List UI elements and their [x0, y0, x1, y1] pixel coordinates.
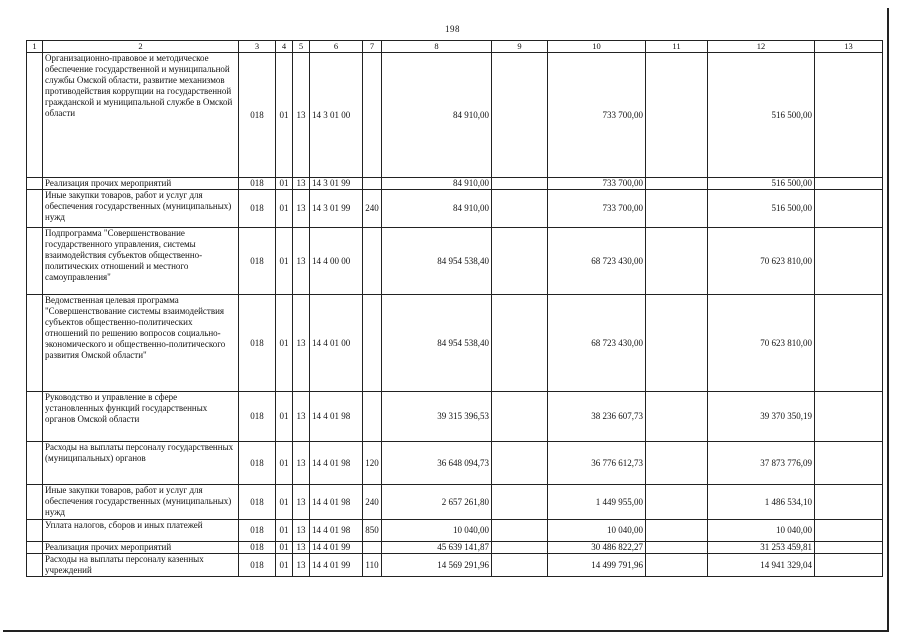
amount-col13-cell: [815, 228, 883, 295]
table-row: [27, 190, 883, 228]
amount-col10-cell: 30 486 822,27: [548, 542, 646, 554]
row-number-cell: [27, 228, 43, 295]
table-row: [27, 520, 883, 542]
row-number-cell: [27, 542, 43, 554]
amount-col10-cell: 68 723 430,00: [548, 295, 646, 392]
row-number-cell: [27, 392, 43, 442]
expense-type-cell: [363, 228, 382, 295]
amount-col9-cell: [492, 485, 548, 520]
row-number-cell: [27, 295, 43, 392]
table-row: [27, 542, 883, 554]
table-row: [27, 485, 883, 520]
amount-col11-cell: [646, 442, 708, 485]
expense-type-cell: 240: [363, 190, 382, 228]
section-code-cell: 01: [276, 178, 293, 190]
amount-col13-cell: [815, 554, 883, 577]
expense-type-cell: 120: [363, 442, 382, 485]
amount-col10-cell: 733 700,00: [548, 178, 646, 190]
amount-col9-cell: [492, 542, 548, 554]
subsection-code-cell: 13: [293, 442, 310, 485]
row-number-cell: [27, 442, 43, 485]
section-code-cell: 01: [276, 554, 293, 577]
expense-type-cell: [363, 542, 382, 554]
column-header-12: 12: [708, 41, 815, 53]
item-name-cell: Руководство и управление в сфере установленных функций государственных органов Омской области: [43, 392, 239, 442]
amount-col11-cell: [646, 228, 708, 295]
table-row: [27, 178, 883, 190]
row-number-cell: [27, 190, 43, 228]
target-article-cell: 14 4 01 99: [310, 554, 363, 577]
expense-type-cell: 240: [363, 485, 382, 520]
amount-col13-cell: [815, 190, 883, 228]
budget-table: [26, 40, 883, 577]
column-header-8: 8: [382, 41, 492, 53]
target-article-cell: 14 4 01 99: [310, 542, 363, 554]
ministry-code-cell: 018: [239, 190, 276, 228]
subsection-code-cell: 13: [293, 542, 310, 554]
item-name-cell: Организационно-правовое и методическое обеспечение государственной и муниципальной службы Омской области, развитие механизмов противодействия коррупции на государственной гражданской и муниципальной службе в Омской области: [43, 53, 239, 178]
amount-col9-cell: [492, 520, 548, 542]
section-code-cell: 01: [276, 520, 293, 542]
amount-col9-cell: [492, 190, 548, 228]
amount-col12-cell: 39 370 350,19: [708, 392, 815, 442]
amount-col9-cell: [492, 228, 548, 295]
table-row: [27, 392, 883, 442]
amount-col8-cell: 36 648 094,73: [382, 442, 492, 485]
row-number-cell: [27, 53, 43, 178]
subsection-code-cell: 13: [293, 53, 310, 178]
section-code-cell: 01: [276, 53, 293, 178]
table-row: [27, 295, 883, 392]
row-number-cell: [27, 485, 43, 520]
amount-col10-cell: 38 236 607,73: [548, 392, 646, 442]
column-header-2: 2: [43, 41, 239, 53]
ministry-code-cell: 018: [239, 554, 276, 577]
amount-col8-cell: 84 954 538,40: [382, 295, 492, 392]
ministry-code-cell: 018: [239, 520, 276, 542]
column-header-1: 1: [27, 41, 43, 53]
amount-col11-cell: [646, 178, 708, 190]
amount-col10-cell: 1 449 955,00: [548, 485, 646, 520]
amount-col12-cell: 31 253 459,81: [708, 542, 815, 554]
ministry-code-cell: 018: [239, 295, 276, 392]
amount-col11-cell: [646, 554, 708, 577]
row-number-cell: [27, 520, 43, 542]
ministry-code-cell: 018: [239, 542, 276, 554]
subsection-code-cell: 13: [293, 485, 310, 520]
amount-col12-cell: 1 486 534,10: [708, 485, 815, 520]
amount-col8-cell: 10 040,00: [382, 520, 492, 542]
ministry-code-cell: 018: [239, 53, 276, 178]
amount-col12-cell: 70 623 810,00: [708, 228, 815, 295]
column-header-5: 5: [293, 41, 310, 53]
subsection-code-cell: 13: [293, 295, 310, 392]
amount-col13-cell: [815, 520, 883, 542]
target-article-cell: 14 4 01 98: [310, 442, 363, 485]
amount-col13-cell: [815, 178, 883, 190]
item-name-cell: Расходы на выплаты персоналу казенных учреждений: [43, 554, 239, 577]
amount-col10-cell: 68 723 430,00: [548, 228, 646, 295]
amount-col8-cell: 84 954 538,40: [382, 228, 492, 295]
amount-col8-cell: 84 910,00: [382, 178, 492, 190]
row-number-cell: [27, 178, 43, 190]
section-code-cell: 01: [276, 190, 293, 228]
amount-col12-cell: 516 500,00: [708, 53, 815, 178]
amount-col12-cell: 37 873 776,09: [708, 442, 815, 485]
column-header-6: 6: [310, 41, 363, 53]
target-article-cell: 14 3 01 99: [310, 178, 363, 190]
amount-col11-cell: [646, 485, 708, 520]
amount-col12-cell: 516 500,00: [708, 190, 815, 228]
expense-type-cell: [363, 178, 382, 190]
amount-col11-cell: [646, 295, 708, 392]
amount-col12-cell: 70 623 810,00: [708, 295, 815, 392]
subsection-code-cell: 13: [293, 392, 310, 442]
target-article-cell: 14 4 01 98: [310, 392, 363, 442]
item-name-cell: Иные закупки товаров, работ и услуг для обеспечения государственных (муниципальных) нужд: [43, 485, 239, 520]
amount-col10-cell: 733 700,00: [548, 190, 646, 228]
target-article-cell: 14 4 01 98: [310, 485, 363, 520]
subsection-code-cell: 13: [293, 554, 310, 577]
amount-col9-cell: [492, 295, 548, 392]
expense-type-cell: [363, 392, 382, 442]
item-name-cell: Подпрограмма "Совершенствование государственного управления, системы взаимодействия субъектов общественно-политических отношений и местного самоуправления": [43, 228, 239, 295]
subsection-code-cell: 13: [293, 520, 310, 542]
amount-col10-cell: 10 040,00: [548, 520, 646, 542]
page-number: 198: [445, 24, 460, 34]
column-header-3: 3: [239, 41, 276, 53]
amount-col13-cell: [815, 295, 883, 392]
amount-col8-cell: 84 910,00: [382, 190, 492, 228]
column-header-9: 9: [492, 41, 548, 53]
amount-col9-cell: [492, 178, 548, 190]
expense-type-cell: [363, 295, 382, 392]
amount-col9-cell: [492, 392, 548, 442]
amount-col11-cell: [646, 392, 708, 442]
amount-col11-cell: [646, 53, 708, 178]
target-article-cell: 14 3 01 00: [310, 53, 363, 178]
item-name-cell: Расходы на выплаты персоналу государственных (муниципальных) органов: [43, 442, 239, 485]
item-name-cell: Ведомственная целевая программа "Совершенствование системы взаимодействия субъектов общественно-политических отношений по решению вопросов социально-экономического и общественно-политического развития Омской области": [43, 295, 239, 392]
amount-col10-cell: 36 776 612,73: [548, 442, 646, 485]
section-code-cell: 01: [276, 485, 293, 520]
column-header-7: 7: [363, 41, 382, 53]
amount-col8-cell: 84 910,00: [382, 53, 492, 178]
amount-col8-cell: 45 639 141,87: [382, 542, 492, 554]
subsection-code-cell: 13: [293, 190, 310, 228]
amount-col8-cell: 39 315 396,53: [382, 392, 492, 442]
table-row: [27, 53, 883, 178]
row-number-cell: [27, 554, 43, 577]
amount-col9-cell: [492, 554, 548, 577]
subsection-code-cell: 13: [293, 228, 310, 295]
table-row: [27, 228, 883, 295]
amount-col9-cell: [492, 53, 548, 178]
item-name-cell: Реализация прочих мероприятий: [43, 542, 239, 554]
target-article-cell: 14 4 01 98: [310, 520, 363, 542]
amount-col13-cell: [815, 53, 883, 178]
section-code-cell: 01: [276, 392, 293, 442]
expense-type-cell: 110: [363, 554, 382, 577]
ministry-code-cell: 018: [239, 442, 276, 485]
amount-col8-cell: 14 569 291,96: [382, 554, 492, 577]
ministry-code-cell: 018: [239, 178, 276, 190]
amount-col12-cell: 516 500,00: [708, 178, 815, 190]
section-code-cell: 01: [276, 542, 293, 554]
target-article-cell: 14 4 00 00: [310, 228, 363, 295]
column-header-4: 4: [276, 41, 293, 53]
ministry-code-cell: 018: [239, 392, 276, 442]
section-code-cell: 01: [276, 295, 293, 392]
amount-col13-cell: [815, 485, 883, 520]
header-row: [27, 41, 883, 53]
target-article-cell: 14 3 01 99: [310, 190, 363, 228]
item-name-cell: Иные закупки товаров, работ и услуг для обеспечения государственных (муниципальных) нужд: [43, 190, 239, 228]
column-header-13: 13: [815, 41, 883, 53]
amount-col9-cell: [492, 442, 548, 485]
expense-type-cell: 850: [363, 520, 382, 542]
target-article-cell: 14 4 01 00: [310, 295, 363, 392]
column-header-11: 11: [646, 41, 708, 53]
amount-col12-cell: 14 941 329,04: [708, 554, 815, 577]
amount-col13-cell: [815, 442, 883, 485]
amount-col8-cell: 2 657 261,80: [382, 485, 492, 520]
item-name-cell: Реализация прочих мероприятий: [43, 178, 239, 190]
table-row: [27, 442, 883, 485]
section-code-cell: 01: [276, 442, 293, 485]
column-header-10: 10: [548, 41, 646, 53]
ministry-code-cell: 018: [239, 228, 276, 295]
section-code-cell: 01: [276, 228, 293, 295]
amount-col11-cell: [646, 542, 708, 554]
amount-col13-cell: [815, 542, 883, 554]
amount-col12-cell: 10 040,00: [708, 520, 815, 542]
amount-col11-cell: [646, 190, 708, 228]
subsection-code-cell: 13: [293, 178, 310, 190]
amount-col10-cell: 14 499 791,96: [548, 554, 646, 577]
ministry-code-cell: 018: [239, 485, 276, 520]
amount-col11-cell: [646, 520, 708, 542]
table-body: [27, 53, 883, 577]
amount-col13-cell: [815, 392, 883, 442]
expense-type-cell: [363, 53, 382, 178]
item-name-cell: Уплата налогов, сборов и иных платежей: [43, 520, 239, 542]
table-row: [27, 554, 883, 577]
amount-col10-cell: 733 700,00: [548, 53, 646, 178]
